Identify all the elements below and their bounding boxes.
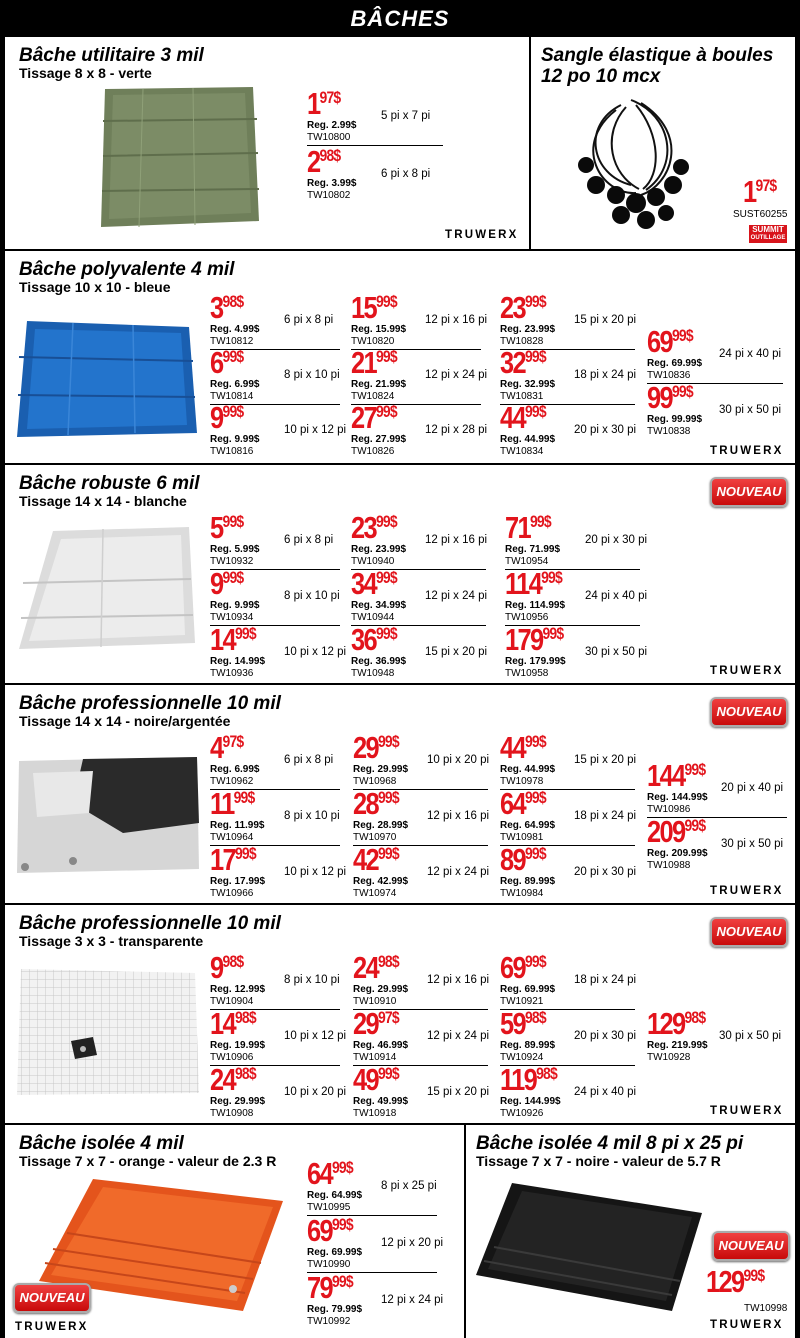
price-block <box>210 400 360 463</box>
regular-price: Reg. 44.99$ <box>500 764 556 775</box>
tarp-size: 18 pi x 24 pi <box>574 810 637 822</box>
tarp-size: 10 pi x 12 pi <box>284 866 347 878</box>
regular-price: Reg. 11.99$ <box>210 820 265 831</box>
sku: TW10970 <box>353 832 397 843</box>
price-block <box>647 1006 795 1071</box>
sku: TW10984 <box>500 888 544 899</box>
tarp-size: 30 pi x 50 pi <box>585 646 648 658</box>
price-block <box>210 290 360 355</box>
sku: TW10828 <box>500 336 544 347</box>
product-title: Bâche professionnelle 10 mil <box>19 693 281 714</box>
tarp-size: 15 pi x 20 pi <box>574 314 637 326</box>
tarp-size: 20 pi x 40 pi <box>721 782 784 794</box>
regular-price: Reg. 29.99$ <box>353 984 409 995</box>
price: $2^{98\$}$ <box>307 144 341 179</box>
regular-price: Reg. 9.99$ <box>210 434 260 445</box>
brand-logo: TRUWERX <box>710 445 784 457</box>
sku: TW10908 <box>210 1108 254 1119</box>
price: $1^{97\$}$ <box>307 86 341 121</box>
price-block <box>351 400 501 463</box>
sku: TW10906 <box>210 1052 254 1063</box>
sku: TW10816 <box>210 446 254 457</box>
price-block <box>353 1062 503 1123</box>
price-block <box>351 622 501 683</box>
regular-price: Reg. 27.99$ <box>351 434 407 445</box>
product-subtitle: Tissage 7 x 7 - orange - valeur de 2.3 R <box>19 1153 277 1169</box>
tarp-size: 12 pi x 24 pi <box>425 369 488 381</box>
price: $15^{99\$}$ <box>351 290 397 325</box>
page-title: BÂCHES <box>350 6 450 31</box>
price: $14^{98\$}$ <box>210 1006 256 1041</box>
tarp-size: 12 pi x 16 pi <box>427 974 490 986</box>
price: $32^{99\$}$ <box>500 345 546 380</box>
regular-price: Reg. 6.99$ <box>210 379 260 390</box>
price-block <box>647 814 795 879</box>
price: $23^{99\$}$ <box>500 290 546 325</box>
tarp-size: 12 pi x 20 pi <box>381 1237 444 1249</box>
regular-price: Reg. 144.99$ <box>500 1096 561 1107</box>
price: $79^{99\$}$ <box>307 1270 353 1305</box>
sku: TW10948 <box>351 668 395 679</box>
regular-price: Reg. 36.99$ <box>351 656 407 667</box>
tarp-size: 24 pi x 40 pi <box>585 590 648 602</box>
new-badge: NOUVEAU <box>710 697 788 727</box>
sku: TW10834 <box>500 446 544 457</box>
sku: TW10934 <box>210 612 254 623</box>
sku: TW10978 <box>500 776 544 787</box>
panel-isolee-orange <box>5 1125 464 1338</box>
price: $29^{99\$}$ <box>353 730 399 765</box>
green-tarp-image <box>93 81 265 233</box>
sku: TW10836 <box>647 370 691 381</box>
sku: TW10988 <box>647 860 691 871</box>
sku: TW10958 <box>505 668 549 679</box>
price: $11^{99\$}$ <box>210 786 255 821</box>
tarp-size: 20 pi x 30 pi <box>585 534 648 546</box>
tarp-size: 30 pi x 50 pi <box>719 404 782 416</box>
price-block <box>505 622 655 683</box>
price-block <box>210 842 360 903</box>
tarp-size: 8 pi x 10 pi <box>284 810 340 822</box>
sku: TW10831 <box>500 391 544 402</box>
tarp-size: 8 pi x 10 pi <box>284 974 340 986</box>
tarp-size: 30 pi x 50 pi <box>721 838 784 850</box>
panel-robuste <box>5 465 795 683</box>
regular-price: Reg. 4.99$ <box>210 324 260 335</box>
price-block <box>647 380 795 445</box>
sku: TW10814 <box>210 391 254 402</box>
sku: TW10918 <box>353 1108 397 1119</box>
sku: SUST60255 <box>733 209 788 220</box>
sku: TW10990 <box>307 1259 351 1270</box>
brand-logo: TRUWERX <box>710 1105 784 1117</box>
regular-price: Reg. 19.99$ <box>210 1040 266 1051</box>
regular-price: Reg. 14.99$ <box>210 656 266 667</box>
price: $179^{99\$}$ <box>505 622 564 657</box>
tarp-size: 15 pi x 20 pi <box>574 754 637 766</box>
price: $34^{99\$}$ <box>351 566 397 601</box>
price-block <box>353 842 503 903</box>
price: $64^{99\$}$ <box>500 786 546 821</box>
price: $1^{97\$}$ <box>743 174 777 209</box>
tarp-size: 20 pi x 30 pi <box>574 866 637 878</box>
sku: TW10820 <box>351 336 395 347</box>
price: $27^{99\$}$ <box>351 400 397 435</box>
regular-price: Reg. 9.99$ <box>210 600 260 611</box>
new-badge: NOUVEAU <box>710 917 788 947</box>
regular-price: Reg. 34.99$ <box>351 600 407 611</box>
ball-bungee-image <box>561 85 711 235</box>
tarp-size: 30 pi x 50 pi <box>719 1030 782 1042</box>
tarp-size: 6 pi x 8 pi <box>284 754 334 766</box>
price: $114^{99\$}$ <box>505 566 562 601</box>
regular-price: Reg. 42.99$ <box>353 876 409 887</box>
product-title: Bâche polyvalente 4 mil <box>19 259 235 280</box>
regular-price: Reg. 219.99$ <box>647 1040 708 1051</box>
brand-logo: TRUWERX <box>710 665 784 677</box>
price: $23^{99\$}$ <box>351 510 397 545</box>
price: $69^{99\$}$ <box>500 950 546 985</box>
price: $6^{99\$}$ <box>210 345 244 380</box>
tarp-size: 12 pi x 24 pi <box>381 1294 444 1306</box>
price: $9^{99\$}$ <box>210 566 244 601</box>
panel-pro-noire <box>5 685 795 903</box>
tarp-size: 18 pi x 24 pi <box>574 974 637 986</box>
regular-price: Reg. 114.99$ <box>505 600 566 611</box>
product-title: Bâche robuste 6 mil <box>19 473 200 494</box>
sku: TW10974 <box>353 888 397 899</box>
tarp-size: 10 pi x 12 pi <box>284 646 347 658</box>
regular-price: Reg. 17.99$ <box>210 876 266 887</box>
tarp-size: 8 pi x 10 pi <box>284 590 340 602</box>
tarp-size: 12 pi x 16 pi <box>427 810 490 822</box>
price-block <box>210 622 360 683</box>
price: $29^{97\$}$ <box>353 1006 399 1041</box>
regular-price: Reg. 69.99$ <box>500 984 556 995</box>
sku: TW10838 <box>647 426 691 437</box>
sku: TW10926 <box>500 1108 544 1119</box>
price: $24^{98\$}$ <box>210 1062 256 1097</box>
regular-price: Reg. 64.99$ <box>500 820 556 831</box>
price: $59^{98\$}$ <box>500 1006 546 1041</box>
sku: TW10936 <box>210 668 254 679</box>
regular-price: Reg. 21.99$ <box>351 379 407 390</box>
sku: TW10956 <box>505 612 549 623</box>
sku: TW10966 <box>210 888 254 899</box>
sku: TW10968 <box>353 776 397 787</box>
price-block <box>307 1270 457 1335</box>
product-title: Bâche professionnelle 10 mil <box>19 913 281 934</box>
tarp-size: 10 pi x 12 pi <box>284 1030 347 1042</box>
sku: TW10995 <box>307 1202 351 1213</box>
price: $129^{99\$}$ <box>706 1264 765 1299</box>
summit-logo: SUMMIT OUTILLAGE <box>750 225 786 241</box>
regular-price: Reg. 15.99$ <box>351 324 407 335</box>
regular-price: Reg. 179.99$ <box>505 656 566 667</box>
price: $129^{98\$}$ <box>647 1006 706 1041</box>
tarp-size: 24 pi x 40 pi <box>574 1086 637 1098</box>
price: $89^{99\$}$ <box>500 842 546 877</box>
tarp-size: 5 pi x 7 pi <box>381 110 431 122</box>
price: $17^{99\$}$ <box>210 842 256 877</box>
brand-logo: TRUWERX <box>15 1321 89 1333</box>
panel-polyvalente <box>5 251 795 463</box>
sku: TW10940 <box>351 556 395 567</box>
tarp-size: 20 pi x 30 pi <box>574 424 637 436</box>
sku: TW10824 <box>351 391 395 402</box>
product-subtitle: Tissage 10 x 10 - bleue <box>19 279 171 295</box>
white-tarp-image <box>13 523 199 663</box>
regular-price: Reg. 99.99$ <box>647 414 703 425</box>
sku: TW10944 <box>351 612 395 623</box>
sku: TW10992 <box>307 1316 351 1327</box>
price: $21^{99\$}$ <box>351 345 397 380</box>
regular-price: Reg. 12.99$ <box>210 984 266 995</box>
panel-utilitaire <box>5 37 529 249</box>
product-subtitle: Tissage 3 x 3 - transparente <box>19 933 204 949</box>
price: $69^{99\$}$ <box>307 1213 353 1248</box>
regular-price: Reg. 29.99$ <box>210 1096 266 1107</box>
price: $9^{99\$}$ <box>210 400 244 435</box>
sku: TW10914 <box>353 1052 397 1063</box>
regular-price: Reg. 209.99$ <box>647 848 708 859</box>
sku: TW10826 <box>351 446 395 457</box>
product-subtitle: Tissage 14 x 14 - blanche <box>19 493 187 509</box>
transparent-tarp-image <box>13 963 203 1101</box>
product-subtitle: Tissage 8 x 8 - verte <box>19 65 152 81</box>
tarp-size: 12 pi x 16 pi <box>425 534 488 546</box>
tarp-size: 10 pi x 20 pi <box>284 1086 347 1098</box>
price-block <box>307 86 457 151</box>
brand-logo: TRUWERX <box>710 1319 784 1331</box>
tarp-size: 12 pi x 24 pi <box>427 1030 490 1042</box>
price: $209^{99\$}$ <box>647 814 706 849</box>
price: $144^{99\$}$ <box>647 758 706 793</box>
regular-price: Reg. 3.99$ <box>307 178 357 189</box>
sku: TW10954 <box>505 556 549 567</box>
panel-sangle <box>531 37 795 249</box>
price-block <box>500 1062 650 1123</box>
tarp-size: 8 pi x 25 pi <box>381 1180 437 1192</box>
product-subtitle: Tissage 7 x 7 - noire - valeur de 5.7 R <box>476 1153 721 1169</box>
regular-price: Reg. 46.99$ <box>353 1040 409 1051</box>
sku: TW10910 <box>353 996 397 1007</box>
regular-price: Reg. 71.99$ <box>505 544 561 555</box>
regular-price: Reg. 49.99$ <box>353 1096 409 1107</box>
new-badge: NOUVEAU <box>712 1231 790 1261</box>
price-block <box>210 1062 360 1123</box>
price: $14^{99\$}$ <box>210 622 256 657</box>
regular-price: Reg. 89.99$ <box>500 876 556 887</box>
tarp-size: 15 pi x 20 pi <box>425 646 488 658</box>
regular-price: Reg. 6.99$ <box>210 764 260 775</box>
regular-price: Reg. 64.99$ <box>307 1190 363 1201</box>
panel-isolee-noire <box>466 1125 795 1338</box>
price-block <box>500 842 650 903</box>
price: $99^{99\$}$ <box>647 380 693 415</box>
tarp-size: 12 pi x 28 pi <box>425 424 488 436</box>
price: $5^{99\$}$ <box>210 510 244 545</box>
sku: TW10812 <box>210 336 254 347</box>
price: $44^{99\$}$ <box>500 730 546 765</box>
price: $64^{99\$}$ <box>307 1156 353 1191</box>
regular-price: Reg. 5.99$ <box>210 544 260 555</box>
tarp-size: 6 pi x 8 pi <box>284 314 334 326</box>
price: $69^{99\$}$ <box>647 324 693 359</box>
regular-price: Reg. 89.99$ <box>500 1040 556 1051</box>
tarp-size: 24 pi x 40 pi <box>719 348 782 360</box>
price: $42^{99\$}$ <box>353 842 399 877</box>
sku: TW10986 <box>647 804 691 815</box>
tarp-size: 6 pi x 8 pi <box>284 534 334 546</box>
tarp-size: 8 pi x 10 pi <box>284 369 340 381</box>
sku: TW10924 <box>500 1052 544 1063</box>
product-title: Bâche isolée 4 mil <box>19 1133 184 1154</box>
price-block <box>210 510 360 575</box>
regular-price: Reg. 23.99$ <box>500 324 556 335</box>
tarp-size: 12 pi x 16 pi <box>425 314 488 326</box>
regular-price: Reg. 23.99$ <box>351 544 407 555</box>
sku: TW10962 <box>210 776 254 787</box>
new-badge: NOUVEAU <box>13 1283 91 1313</box>
tarp-size: 20 pi x 30 pi <box>574 1030 637 1042</box>
sku: TW10932 <box>210 556 254 567</box>
tarp-size: 10 pi x 20 pi <box>427 754 490 766</box>
product-subtitle: Tissage 14 x 14 - noire/argentée <box>19 713 231 729</box>
sku: TW10904 <box>210 996 254 1007</box>
product-title: Bâche utilitaire 3 mil <box>19 45 204 66</box>
panel-pro-transparente <box>5 905 795 1123</box>
sku: TW10981 <box>500 832 544 843</box>
price: $3^{98\$}$ <box>210 290 244 325</box>
sku: TW10928 <box>647 1052 691 1063</box>
regular-price: Reg. 29.99$ <box>353 764 409 775</box>
regular-price: Reg. 69.99$ <box>647 358 703 369</box>
price: $4^{97\$}$ <box>210 730 244 765</box>
price: $36^{99\$}$ <box>351 622 397 657</box>
regular-price: Reg. 69.99$ <box>307 1247 363 1258</box>
regular-price: Reg. 79.99$ <box>307 1304 363 1315</box>
black-silver-tarp-image <box>13 753 203 877</box>
price-block <box>307 1213 457 1278</box>
product-title: Bâche isolée 4 mil 8 pi x 25 pi <box>476 1133 744 1154</box>
price: $119^{98\$}$ <box>500 1062 557 1097</box>
regular-price: Reg. 28.99$ <box>353 820 409 831</box>
price-block <box>210 345 360 410</box>
price-block <box>307 144 457 209</box>
tarp-size: 6 pi x 8 pi <box>381 168 431 180</box>
sku: TW10921 <box>500 996 544 1007</box>
tarp-size: 15 pi x 20 pi <box>427 1086 490 1098</box>
price: $28^{99\$}$ <box>353 786 399 821</box>
price: $44^{99\$}$ <box>500 400 546 435</box>
price: $24^{98\$}$ <box>353 950 399 985</box>
black-tarp-image <box>472 1177 708 1317</box>
product-title: Sangle élastique à boules 12 po 10 mcx <box>541 45 774 87</box>
tarp-size: 10 pi x 12 pi <box>284 424 347 436</box>
new-badge: NOUVEAU <box>710 477 788 507</box>
sku: TW10964 <box>210 832 254 843</box>
sku: TW10800 <box>307 132 351 143</box>
sku: TW10802 <box>307 190 351 201</box>
regular-price: Reg. 32.99$ <box>500 379 556 390</box>
brand-logo: TRUWERX <box>710 885 784 897</box>
price: $49^{99\$}$ <box>353 1062 399 1097</box>
tarp-size: 18 pi x 24 pi <box>574 369 637 381</box>
price: $9^{98\$}$ <box>210 950 244 985</box>
brand-logo: TRUWERX <box>445 229 519 241</box>
price-block <box>307 1156 457 1221</box>
regular-price: Reg. 44.99$ <box>500 434 556 445</box>
tarp-size: 12 pi x 24 pi <box>427 866 490 878</box>
tarp-size: 12 pi x 24 pi <box>425 590 488 602</box>
regular-price: Reg. 2.99$ <box>307 120 357 131</box>
sku: TW10998 <box>744 1303 788 1314</box>
blue-tarp-image <box>13 317 201 443</box>
price: $71^{99\$}$ <box>505 510 551 545</box>
regular-price: Reg. 144.99$ <box>647 792 708 803</box>
price-block <box>500 400 650 463</box>
